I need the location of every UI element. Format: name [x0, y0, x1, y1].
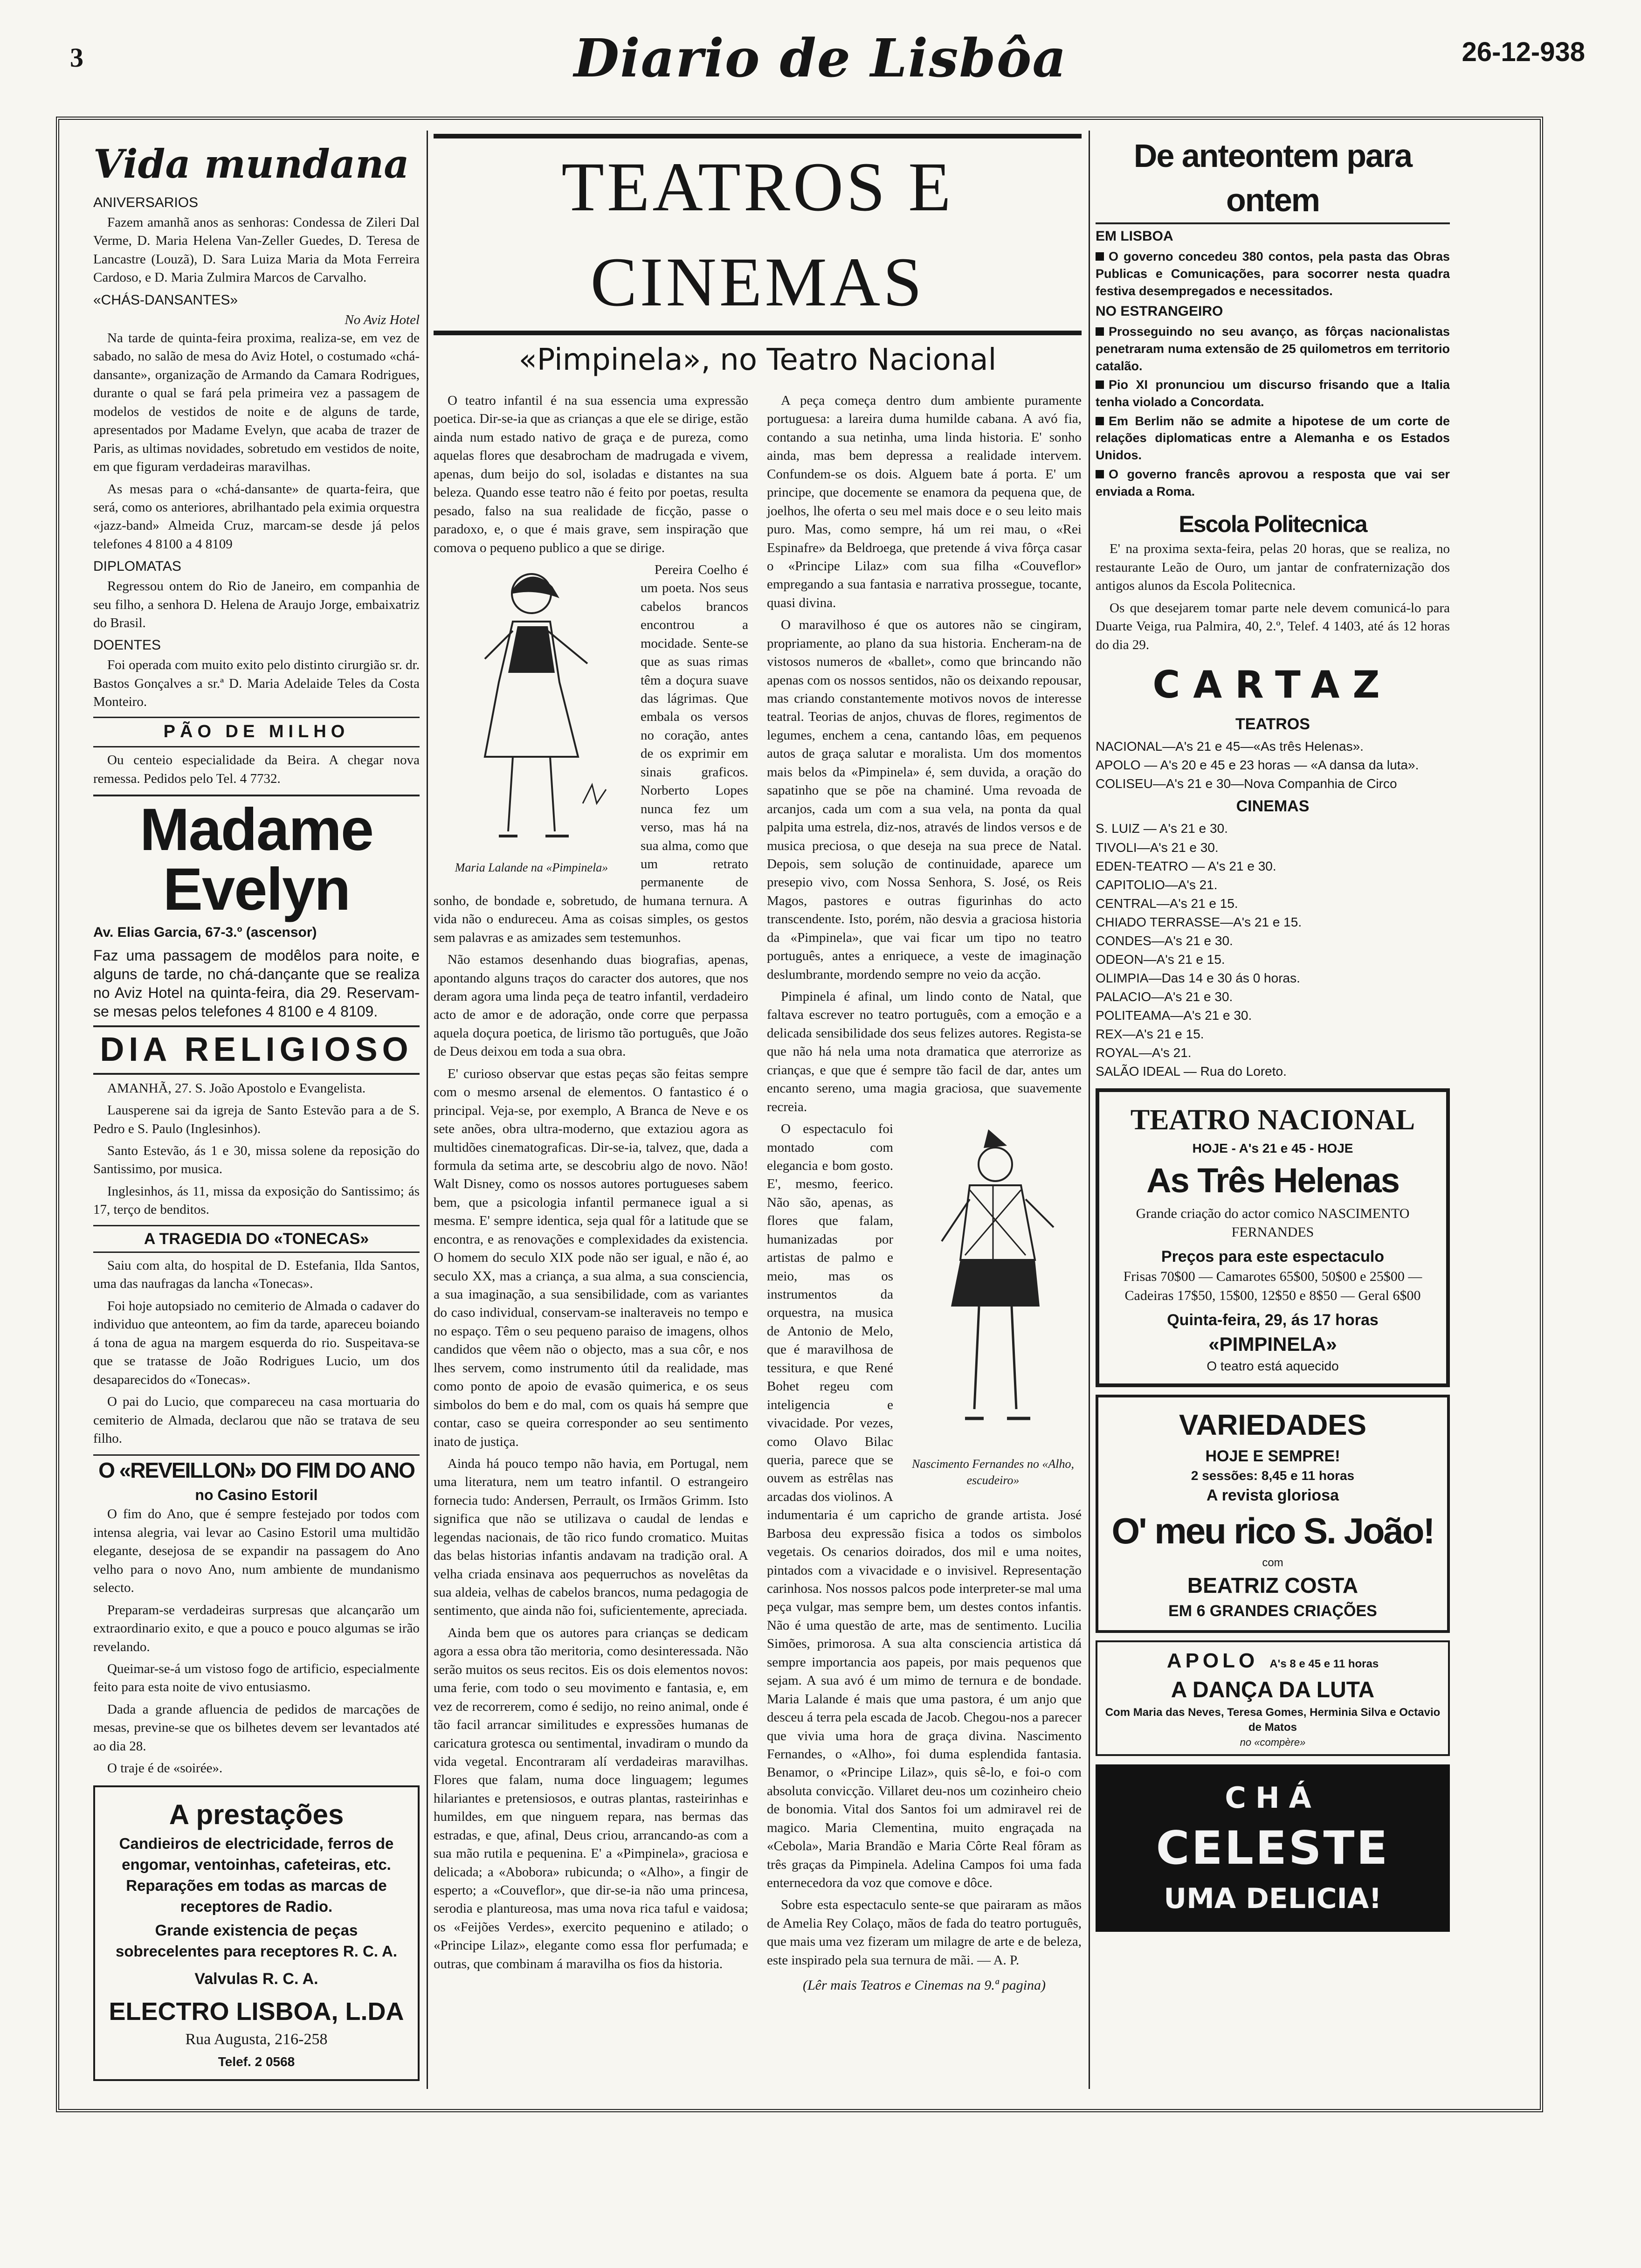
listing-item: POLITEAMA—A's 21 e 30.	[1096, 1008, 1252, 1023]
ad-text: Ou centeio especialidade da Beira. A chegar nova remessa. Pedidos pelo Tel. 4 7732.	[93, 753, 420, 786]
ad-title: TEATRO NACIONAL	[1130, 1104, 1415, 1136]
subsection-heading: ANIVERSARIOS	[93, 195, 199, 211]
ad-phone: Telef. 2 0568	[218, 2054, 295, 2069]
ad-text: Com Maria das Neves, Teresa Gomes, Herminia Silva e Octavio de Matos	[1105, 1706, 1441, 1734]
listing-item: REX—A's 21 e 15.	[1096, 1027, 1204, 1042]
subsection-heading: NO ESTRANGEIRO	[1096, 304, 1223, 319]
ad-text: Grande existencia de peças sobrecelentes para receptores R. C. A.	[115, 1921, 398, 1960]
ad-text: Quinta-feira, 29, ás 17 horas	[1167, 1311, 1379, 1329]
listing-item: PALACIO—A's 21 e 30.	[1096, 989, 1233, 1004]
article-text: Pereira Coelho é um poeta. Nos seus cabelos brancos encontrou a mocidade. Sente-se que as suas rimas têm a doçura suave das lágrimas. Que embala os versos no coração, antes de os exprimir em sinais graficos. Norberto Lopes nunca fez um verso, mas há na sua alma, como que um retrato permanente de sonho, de bondade e, sobretudo, de humana ternura. A vida não o endureceu. Ama as coisas simples, os gestos sem palavras e as amizades sem testemunhos.	[434, 562, 748, 945]
masthead	[42, 23, 1599, 93]
listing-item: APOLO — A's 20 e 45 e 23 horas — «A dansa da luta».	[1096, 758, 1419, 773]
cinemas-list	[1096, 820, 1450, 1080]
article-text: AMANHÃ, 27. S. João Apostolo e Evangelista.	[107, 1080, 366, 1096]
subsection-heading: «CHÁS-DANSANTES»	[93, 292, 238, 308]
article-text: E' curioso observar que estas peças são feitas sempre com o mesmo arsenal de elementos. O fantastico é o principal. Veja-se, por exemplo, A Branca de Neve e os sete anões, obra ultra-moderno, que extaziou agora as multidões cinematograficas. Dir-se-ia, talvez, que, dada a formula da setima arte, se descobriu algo de novo. Não! Walt Disney, como os nossos autores portugueses sabem bem, que a psicologia infantil permanece igual a si mesma. E' sempre identica, seja qual fôr a latitude que se encontra, e as renovações e complexidades da existencia. O homem do seculo XIX pode não ser igual, e não é, ao seculo XX, mas a criança, a sua alma, a sua consciencia, a sua imaginação, a sua sensibilidade, com as variantes do caso individual, conservam-se inalteraveis no tempo e no espaço. Têm o seu pequeno paraiso de imagens, olhos candidos que vêem não o objecto, mas a sua côr, e nos lhes servem, como instrumento útil da realidade, mas como ponto de apoio de evasão quimerica, e os seus simbolos do bem e do mal, com os quais há sempre que contar, caso se queira corresponder ao seu sentimento inato de justiça.	[434, 1066, 748, 1449]
article-text: Preparam-se verdadeiras surpresas que alcançarão um extraordinario exito, e que a pouco e pouco algumas se irão revelando.	[93, 1602, 420, 1654]
section-heading: DIA RELIGIOSO	[93, 1025, 420, 1075]
article-headline: «Pimpinela», no Teatro Nacional	[518, 343, 997, 377]
article-body	[434, 392, 1082, 1995]
bullet-icon	[1096, 327, 1104, 336]
listing-item: CENTRAL—A's 21 e 15.	[1096, 896, 1238, 911]
ad-text: EM 6 GRANDES CRIAÇÕES	[1168, 1602, 1377, 1620]
bullet-icon	[1096, 470, 1104, 478]
jester-drawing	[914, 1120, 1072, 1456]
page-number: 3	[70, 42, 83, 73]
article-text: E' na proxima sexta-feira, pelas 20 horas, que se realiza, no restaurante Leão de Ouro, um jantar de confraternização dos antigos alunos da Escola Politecnica.	[1096, 541, 1450, 594]
article-heading: O «REVEILLON» DO FIM DO ANO	[93, 1454, 420, 1485]
listing-heading: CINEMAS	[1236, 797, 1310, 816]
listing-item: EDEN-TEATRO — A's 21 e 30.	[1096, 858, 1276, 873]
subsection-place: No Aviz Hotel	[345, 312, 420, 327]
news-item	[1096, 323, 1450, 374]
bullet-icon	[1096, 380, 1104, 389]
article-text: Lausperene sai da igreja de Santo Estevão para a de S. Pedro e S. Paulo (Inglesinhos).	[93, 1103, 420, 1136]
listing-item: TIVOLI—A's 21 e 30.	[1096, 840, 1219, 855]
article-text: Ainda bem que os autores para crianças se dedicam agora a essa obra tão meritoria, como desinteressada. Não serão muitos os seus recitos. Eis os dois elementos novos: uma ferie, com todo o seu movimento e fantasia, e, em vez de recorrerem, como é sedijo, no reino animal, onde é tão facil arrancar similitudes e expressões humanas de caricatura grotesca ou sentimental, invadiram o mundo da vida vegetal. Encontraram alí verdadeiras maravilhas. Flores que falam, numa doce linguagem; legumes hilariantes e pretensiosos, e outras plantas, rasteirinhas e humildes, em que ninguem repara, nas bermas das estradas, e que, afinal, Deus criou, arrancando-as com a sua mão rutila e pequenina. E' a «Pimpinela», graciosa e delicada; a «Abobora» rubicunda; o «Alho», a fingir de esperto; a «Couveflor», que dir-se-ia não uma princesa, serodia e plantureosa, mas uma nova rica taful e vaidosa; os «Feijões Verdes», exercito pequenino e atilado; o «Principe Lilaz», elegante como essa flor perfumada; e outras, que combinam á maravilha os fios da historia.	[434, 1625, 748, 1971]
ad-play: «PIMPINELA»	[1208, 1333, 1337, 1355]
ad-text: Preços para este espectaculo	[1161, 1248, 1385, 1266]
ad-title: APOLO	[1166, 1649, 1259, 1672]
ad-variedades	[1096, 1395, 1450, 1632]
article-text: A peça começa dentro dum ambiente puramente portuguesa: a lareira duma humilde cabana. A avó fia, contando a sua netinha, uma linda historia. E' sonho ainda, mas bem depressa a realidade intervem. Confundem-se os dois. Alguem bate á porta. E' um principe, que docemente se enamora da pequena que, de joelhos, lhe oferta o seu mel mais doce e o seu leito mais puro. Mas, como sempre, há um rei mau, o «Rei Espinafre» da Beldroega, que pretende á viva fôrça casar o «Principe Lilaz» com sua filha «Couveflor» empregando a sua fantasia e narrativa prossegue, tocante, quasi divina.	[767, 393, 1082, 610]
ad-play: O' meu rico S. João!	[1111, 1510, 1434, 1552]
ad-star: BEATRIZ COSTA	[1187, 1573, 1358, 1597]
illustration-nascimento-fernandes	[904, 1120, 1082, 1489]
article-text: O espectaculo foi montado com elegancia e bom gosto. E', mesmo, feerico. Não são, apenas, as flores que falam, humanizadas por artistas de palmo e meio, mas os instrumentos da orquestra, na musica de Antonio de Melo, que é maravilhosa de tessitura, e que René Bohet regeu com inteligencia e vivacidade. Por vezes, como Olavo Bilac queria, parece que se ouvem as estrêlas nas arcadas dos violinos. A indumentaria é um capricho de grande artista. José Barbosa deu expressão fisica a todos os simbolos vegetais. Os cenarios doirados, dos mil e uma noites, pintados com a vivacidade e o invisivel. Representação carinhosa. Nos nossos palcos pode interpreter-se mal uma peça vulgar, mas sempre bem, um destes contos infantis. Não é uma questão de arte, mas de sentimento. Lucilia Simões, primorosa. A sua alta consciencia artistica dá sempre importancia aos papeis, por mais pequenos que sejam. A sua avó é um mimo de ternura e de bondade. Maria Lalande é mais que uma pastora, é um anjo que desceu á terra pela escada de Jacob. Chegou-nos a parecer que vivia uma hora de graça divina. Nascimento Fernandes, o «Alho», foi duma esplendida fantasia. Benamor, o «Principe Lilaz», quis sê-lo, e foi-o com absoluta convicção. Villaret deu-nos um cozinheiro cheio de bonomia. Vital dos Santos foi um admiravel rei de magico. Maria Clementina, muito engraçada na «Cebola», Maria Brandão e Maria Côrte Real fôram as três graças da Pimpinela. Adelina Campos foi uma fada enternecedora da voz que comove e dôce.	[767, 1121, 1082, 1891]
news-item	[1096, 413, 1450, 464]
news-item-text: Pio XI pronunciou um discurso frisando que a Italia tenha violado a Concordata.	[1096, 378, 1450, 409]
ad-prices: Frisas 70$00 — Camarotes 65$00, 50$00 e 25$00 — Cadeiras 17$50, 15$00, 12$50 e 8$50 — Geral 6$00	[1123, 1269, 1422, 1304]
teatros-list	[1096, 738, 1450, 793]
listing-item: ROYAL—A's 21.	[1096, 1045, 1192, 1060]
article-text: Ainda há pouco tempo não havia, em Portugal, nem uma literatura, nem um teatro infantil. O estrangeiro fornecia tudo: Andersen, Perrault, os Irmãos Grimm. Isto significa que não se utilizava o caudal de lendas e legendas nacionais, de tão rico fundo cromatico. Muitas das belas historias infantis andavam na tradição oral. A velha criada ensinava aos pequerruchos as novelêtas da sua aldeia, velhas de cabelos brancos, numa pedagogia de sentimento, que ainda não foi, suficientemente, apreciada.	[434, 1456, 748, 1618]
ad-text: com	[1262, 1556, 1283, 1570]
column-teatros-cinemas	[434, 124, 1082, 2091]
article-text: O teatro infantil é na sua essencia uma expressão poetica. Dir-se-ia que as crianças a que ele se dirige, estão ainda num estado nativo de graça e de pureza, como aquelas flores que desabrocham de madrugada e vivem, apenas, dum beijo do sol, isoladas e distantes na sua beleza. Quando esse teatro não é feito por poetas, resulta pesado, falso na sua realidade de ficção, passe o paradoxo, e, o que é mais grave, sem inspiração que comova o pequeno publico a que se dirige.	[434, 393, 748, 555]
news-item	[1096, 376, 1450, 410]
dancer-drawing	[443, 561, 620, 859]
article-text: Na tarde de quinta-feira proxima, realiza-se, em vez de sabado, no salão de mesa do Aviz Hotel, o costumado «chá-dansante», organização de Armando da Camara Rodrigues, durante o qual se fará pela primeira vez a passagem de modelos de vestidos de noite e de alguns de tarde, apresentados por Madame Evelyn, que acaba de trazer de Paris, as ultimas novidades, sobretudo em vestidos de noite, em que figuram verdadeiras maravilhas.	[93, 331, 420, 475]
listing-item: OLIMPIA—Das 14 e 30 ás 0 horas.	[1096, 971, 1300, 986]
news-item-text: Prosseguindo no seu avanço, as fôrças nacionalistas penetraram numa extensão de 25 quilometros em territorio catalão.	[1096, 325, 1450, 373]
article-text: Os que desejarem tomar parte nele devem comunicá-lo para Duarte Veiga, rua Palmira, 40, 2.º, Telef. 4 1403, até ás 12 horas do dia 29.	[1096, 600, 1450, 652]
article-text: Santo Estevão, ás 1 e 30, missa solene da reposição do Santissimo, por musica.	[93, 1143, 420, 1177]
listing-item: CONDES—A's 21 e 30.	[1096, 933, 1233, 948]
article-text: Foi operada com muito exito pelo distinto cirurgião sr. dr. Bastos Gonçalves a sr.ª D. Maria Adelaide Teles da Costa Monteiro.	[93, 657, 420, 710]
ad-play: As Três Helenas	[1146, 1161, 1399, 1200]
illustration-maria-lalande	[434, 561, 629, 876]
article-text: O fim do Ano, que é sempre festejado por todos com intensa alegria, vai levar ao Casino Estoril uma multidão elegante, desejosa de se expandir na passagem do Ano velho para o novo Ano, num ambiente de mundanismo selecto.	[93, 1507, 420, 1596]
article-text: Fazem amanhã anos as senhoras: Condessa de Zileri Dal Verme, D. Maria Helena Van-Zeller Guedes, D. Teresa de Lancastre (Louzã), D. Sara Luiza Maria da Mota Ferreira Cardoso, e D. Maria Zulmira Marcos de Carvalho.	[93, 215, 420, 285]
section-header: TEATROS E CINEMAS	[434, 134, 1082, 335]
news-item-text: O governo concedeu 380 contos, pela pasta das Obras Publicas e Comunicações, para socorrer nesta quadra festiva desempregados e necessitados.	[1096, 249, 1450, 298]
listing-item: CHIADO TERRASSE—A's 21 e 15.	[1096, 914, 1302, 929]
ad-firm: ELECTRO LISBOA, L.DA	[109, 1997, 404, 2026]
bullet-icon	[1096, 417, 1104, 425]
news-item-text: Em Berlim não se admite a hipotese de um corte de relações diplomaticas entre a Alemanha e os Estados Unidos.	[1096, 414, 1450, 463]
ad-apolo	[1096, 1640, 1450, 1756]
news-item-text: O governo francês aprovou a resposta que vai ser enviada a Roma.	[1096, 467, 1450, 498]
ad-title: CHÁ	[1225, 1780, 1321, 1815]
continuation-note: (Lêr mais Teatros e Cinemas na 9.ª pagina)	[802, 1978, 1046, 1993]
listing-item: S. LUIZ — A's 21 e 30.	[1096, 821, 1228, 836]
news-item	[1096, 466, 1450, 500]
ad-play: A DANÇA DA LUTA	[1171, 1677, 1375, 1702]
ad-heading: PÃO DE MILHO	[93, 717, 420, 747]
ad-text: Valvulas R. C. A.	[194, 1970, 318, 1988]
ad-prestacoes	[93, 1785, 420, 2081]
issue-date: 26-12-938	[1462, 37, 1585, 67]
article-text: Queimar-se-á um vistoso fogo de artificio, especialmente feito para esta noite de vivo entusiasmo.	[93, 1661, 420, 1695]
listing-item: CAPITOLIO—A's 21.	[1096, 877, 1218, 892]
listing-heading: TEATROS	[1235, 715, 1310, 733]
ad-cha-celeste	[1096, 1764, 1450, 1932]
article-text: O pai do Lucio, que compareceu na casa mortuaria do cemiterio de Almada, declarou que não se tratava de seu filho.	[93, 1394, 420, 1446]
ad-text: Candieiros de electricidade, ferros de engomar, ventoinhas, cafeteiras, etc. Reparações em todas as marcas de receptores de Radio.	[119, 1835, 394, 1915]
article-text: Saiu com alta, do hospital de D. Estefania, Ilda Santos, uma das naufragas da lancha «Tonecas».	[93, 1258, 420, 1292]
figure-caption: Nascimento Fernandes no «Alho, escudeiro»	[911, 1457, 1075, 1487]
article-text: Regressou ontem do Rio de Janeiro, em companhia de seu filho, a senhora D. Helena de Araujo Jorge, embaixatriz do Brasil.	[93, 579, 420, 630]
column-notes-cartaz	[1096, 124, 1450, 2091]
column-rule	[1089, 131, 1090, 2089]
ad-title: CELESTE	[1156, 1822, 1390, 1875]
section-title: Vida mundana	[93, 141, 409, 187]
evelyn-address: Av. Elias Garcia, 67-3.º (ascensor)	[93, 925, 317, 940]
subsection-heading: EM LISBOA	[1096, 228, 1173, 244]
column-vida-mundana	[93, 124, 420, 2091]
section-header: De anteontem para ontem	[1096, 134, 1450, 224]
article-text: Dada a grande afluencia de pedidos de marcações de mesas, previne-se que os bilhetes devem ser levantados até ao dia 28.	[93, 1701, 420, 1754]
evelyn-title: Madame Evelyn	[93, 795, 420, 920]
ad-text: 2 sessões: 8,45 e 11 horas	[1191, 1468, 1355, 1483]
article-text: Sobre esta espectaculo sente-se que pairaram as mãos de Amelia Rey Colaço, mãos de fada do teatro português, que mais uma vez fizeram um milagre de arte e de beleza, este inspirado pela sua ternura de mãi. — A. P.	[767, 1897, 1082, 1968]
cartaz-heading: CARTAZ	[1152, 663, 1393, 706]
ad-title: A prestações	[169, 1798, 344, 1830]
article-heading: Escola Politecnica	[1179, 511, 1367, 538]
listing-item: SALÃO IDEAL — Rua do Loreto.	[1096, 1064, 1287, 1079]
ad-subtitle: HOJE - A's 21 e 45 - HOJE	[1192, 1141, 1353, 1155]
ad-text: HOJE E SEMPRE!	[1205, 1447, 1340, 1465]
ad-text: no «compère»	[1240, 1736, 1306, 1749]
bullet-icon	[1096, 252, 1104, 261]
subsection-heading: DIPLOMATAS	[93, 559, 181, 574]
newspaper-title: Diario de Lisbôa	[574, 28, 1067, 89]
evelyn-text: Faz uma passagem de modêlos para noite, e alguns de tarde, no chá-dançante que se realiza no Aviz Hotel na quinta-feira, dia 29. Reservam-se mesas pelos telefones 4 8100 e 4 8109.	[93, 947, 420, 1020]
article-text: Pimpinela é afinal, um lindo conto de Natal, que faltava escrever no teatro português, com a emoção e a delicada sensibilidade dos seus felizes autores. Regista-se que não há nela uma nota dramatica que aterrorize as crianças, e que que é sempre tão facil de dar, antes um encanto sereno, uma magia graciosa, que suavemente recreia.	[767, 989, 1082, 1114]
article-text: As mesas para o «chá-dansante» de quarta-feira, que será, como os anteriores, abrilhantado pela eximia orquestra «jazz-band» Almeida Cruz, marcam-se desde já pelos telefones 4 8100 a 4 8109	[93, 481, 420, 552]
listing-item: NACIONAL—A's 21 e 45—«As três Helenas».	[1096, 739, 1364, 754]
ad-text: Grande criação do actor comico NASCIMENTO FERNANDES	[1136, 1205, 1410, 1240]
column-rule	[427, 131, 428, 2089]
ad-slogan: UMA DELICIA!	[1164, 1882, 1382, 1915]
listing-item: ODEON—A's 21 e 15.	[1096, 952, 1225, 967]
figure-caption: Maria Lalande na «Pimpinela»	[455, 860, 608, 874]
ad-teatro-nacional	[1096, 1088, 1450, 1388]
ad-title: VARIEDADES	[1179, 1409, 1366, 1442]
article-text: Foi hoje autopsiado no cemiterio de Almada o cadaver do individuo que anteontem, ao fim da tarde, apareceu boiando á tona de agua na margem esquerda do rio. Suspeitava-se que se tratasse de João Rodrigues Lucio, um dos desaparecidos do «Tonecas».	[93, 1298, 420, 1387]
ad-text: A revista gloriosa	[1206, 1487, 1339, 1505]
news-item	[1096, 248, 1450, 299]
listing-item: COLISEU—A's 21 e 30—Nova Companhia de Circo	[1096, 776, 1397, 791]
article-text: O traje é de «soirée».	[107, 1761, 223, 1776]
article-text: Não estamos desenhando duas biografias, apenas, apontando alguns traços do caracter dos autores, que nos deram agora uma linda peça de teatro infantil, verdadeiro acto de amor e de adoração, onde corre que perpassa aquela doçura poetica, de lirismo tão português, que João de Deus deixou em toda a sua obra.	[434, 952, 748, 1059]
article-text: O maravilhoso é que os autores não se cingiram, propriamente, ao plano da sua historia. Encheram-na de vistosos numeros de «ballet», como que brincando não apenas com os nossos sentidos, não os deixando repousar, mas criando constantemente motivos novos de interesse teatral. Teorias de anjos, chuvas de flores, regimentos de legumes, enchem a cena, cantando lôas, em pequenos autos de graça salutar e moralista. Um dos momentos mais belos da «Pimpinela» é, sem duvida, a oração do sapatinho que se põe na chaminé. Uma revoada de arcanjos, cada um com a sua vela, na ponta da qual palpita uma estrela, diz-nos, através de lindos versos e de musica preciosa, o que deseja na sua prece de Natal. Depois, sem solução de continuidade, aparece um presepio vivo, com Nossa Senhora, S. José, os Reis Magos, pastores e outras figurinhas do acto transcendente. Isto, porém, não desvia a graciosa historia da «Pimpinela», que vai ficar um tipo no teatro português, antes a enriquece, a veste de imaginação deslumbrante, mordendo sempre no veio da acção.	[767, 617, 1082, 982]
subsection-heading: DOENTES	[93, 637, 161, 653]
article-text: Inglesinhos, ás 11, missa da exposição do Santissimo; ás 17, terço de benditos.	[93, 1183, 420, 1217]
ad-text: A's 8 e 45 e 11 horas	[1269, 1657, 1379, 1670]
ad-text: O teatro está aquecido	[1207, 1359, 1339, 1374]
article-heading: A TRAGEDIA DO «TONECAS»	[93, 1225, 420, 1253]
ad-address: Rua Augusta, 216-258	[185, 2031, 328, 2048]
article-subheading: no Casino Estoril	[195, 1486, 318, 1503]
